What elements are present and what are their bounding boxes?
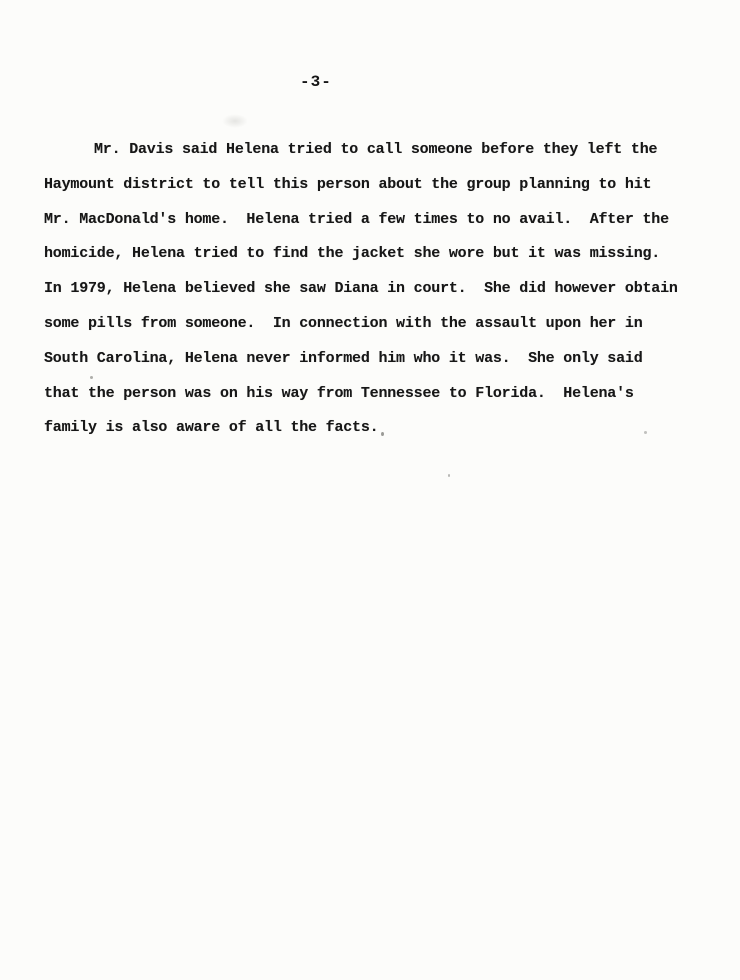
scan-speck: [381, 432, 384, 436]
scan-speck: [90, 376, 93, 379]
scan-speck: [644, 431, 647, 434]
scan-smudge: [222, 114, 248, 128]
document-text-line: Haymount district to tell this person about the group planning to hit: [44, 175, 652, 193]
document-text-line: In 1979, Helena believed she saw Diana in court. She did however obtain: [44, 280, 678, 298]
page-number: -3-: [300, 73, 332, 91]
document-text-line: homicide, Helena tried to find the jacket she wore but it was missing.: [44, 245, 661, 263]
document-text-line: South Carolina, Helena never informed him who it was. She only said: [44, 349, 643, 367]
body-paragraph: [44, 133, 704, 446]
document-text-line: family is also aware of all the facts.: [44, 419, 379, 437]
document-text-line: Mr. Davis said Helena tried to call someone before they left the: [94, 141, 658, 158]
document-text-line: Mr. MacDonald's home. Helena tried a few times to no avail. After the: [44, 210, 669, 228]
document-text-line: some pills from someone. In connection with the assault upon her in: [44, 314, 643, 332]
document-text-line: that the person was on his way from Tennessee to Florida. Helena's: [44, 384, 634, 402]
scan-speck: [448, 474, 450, 477]
